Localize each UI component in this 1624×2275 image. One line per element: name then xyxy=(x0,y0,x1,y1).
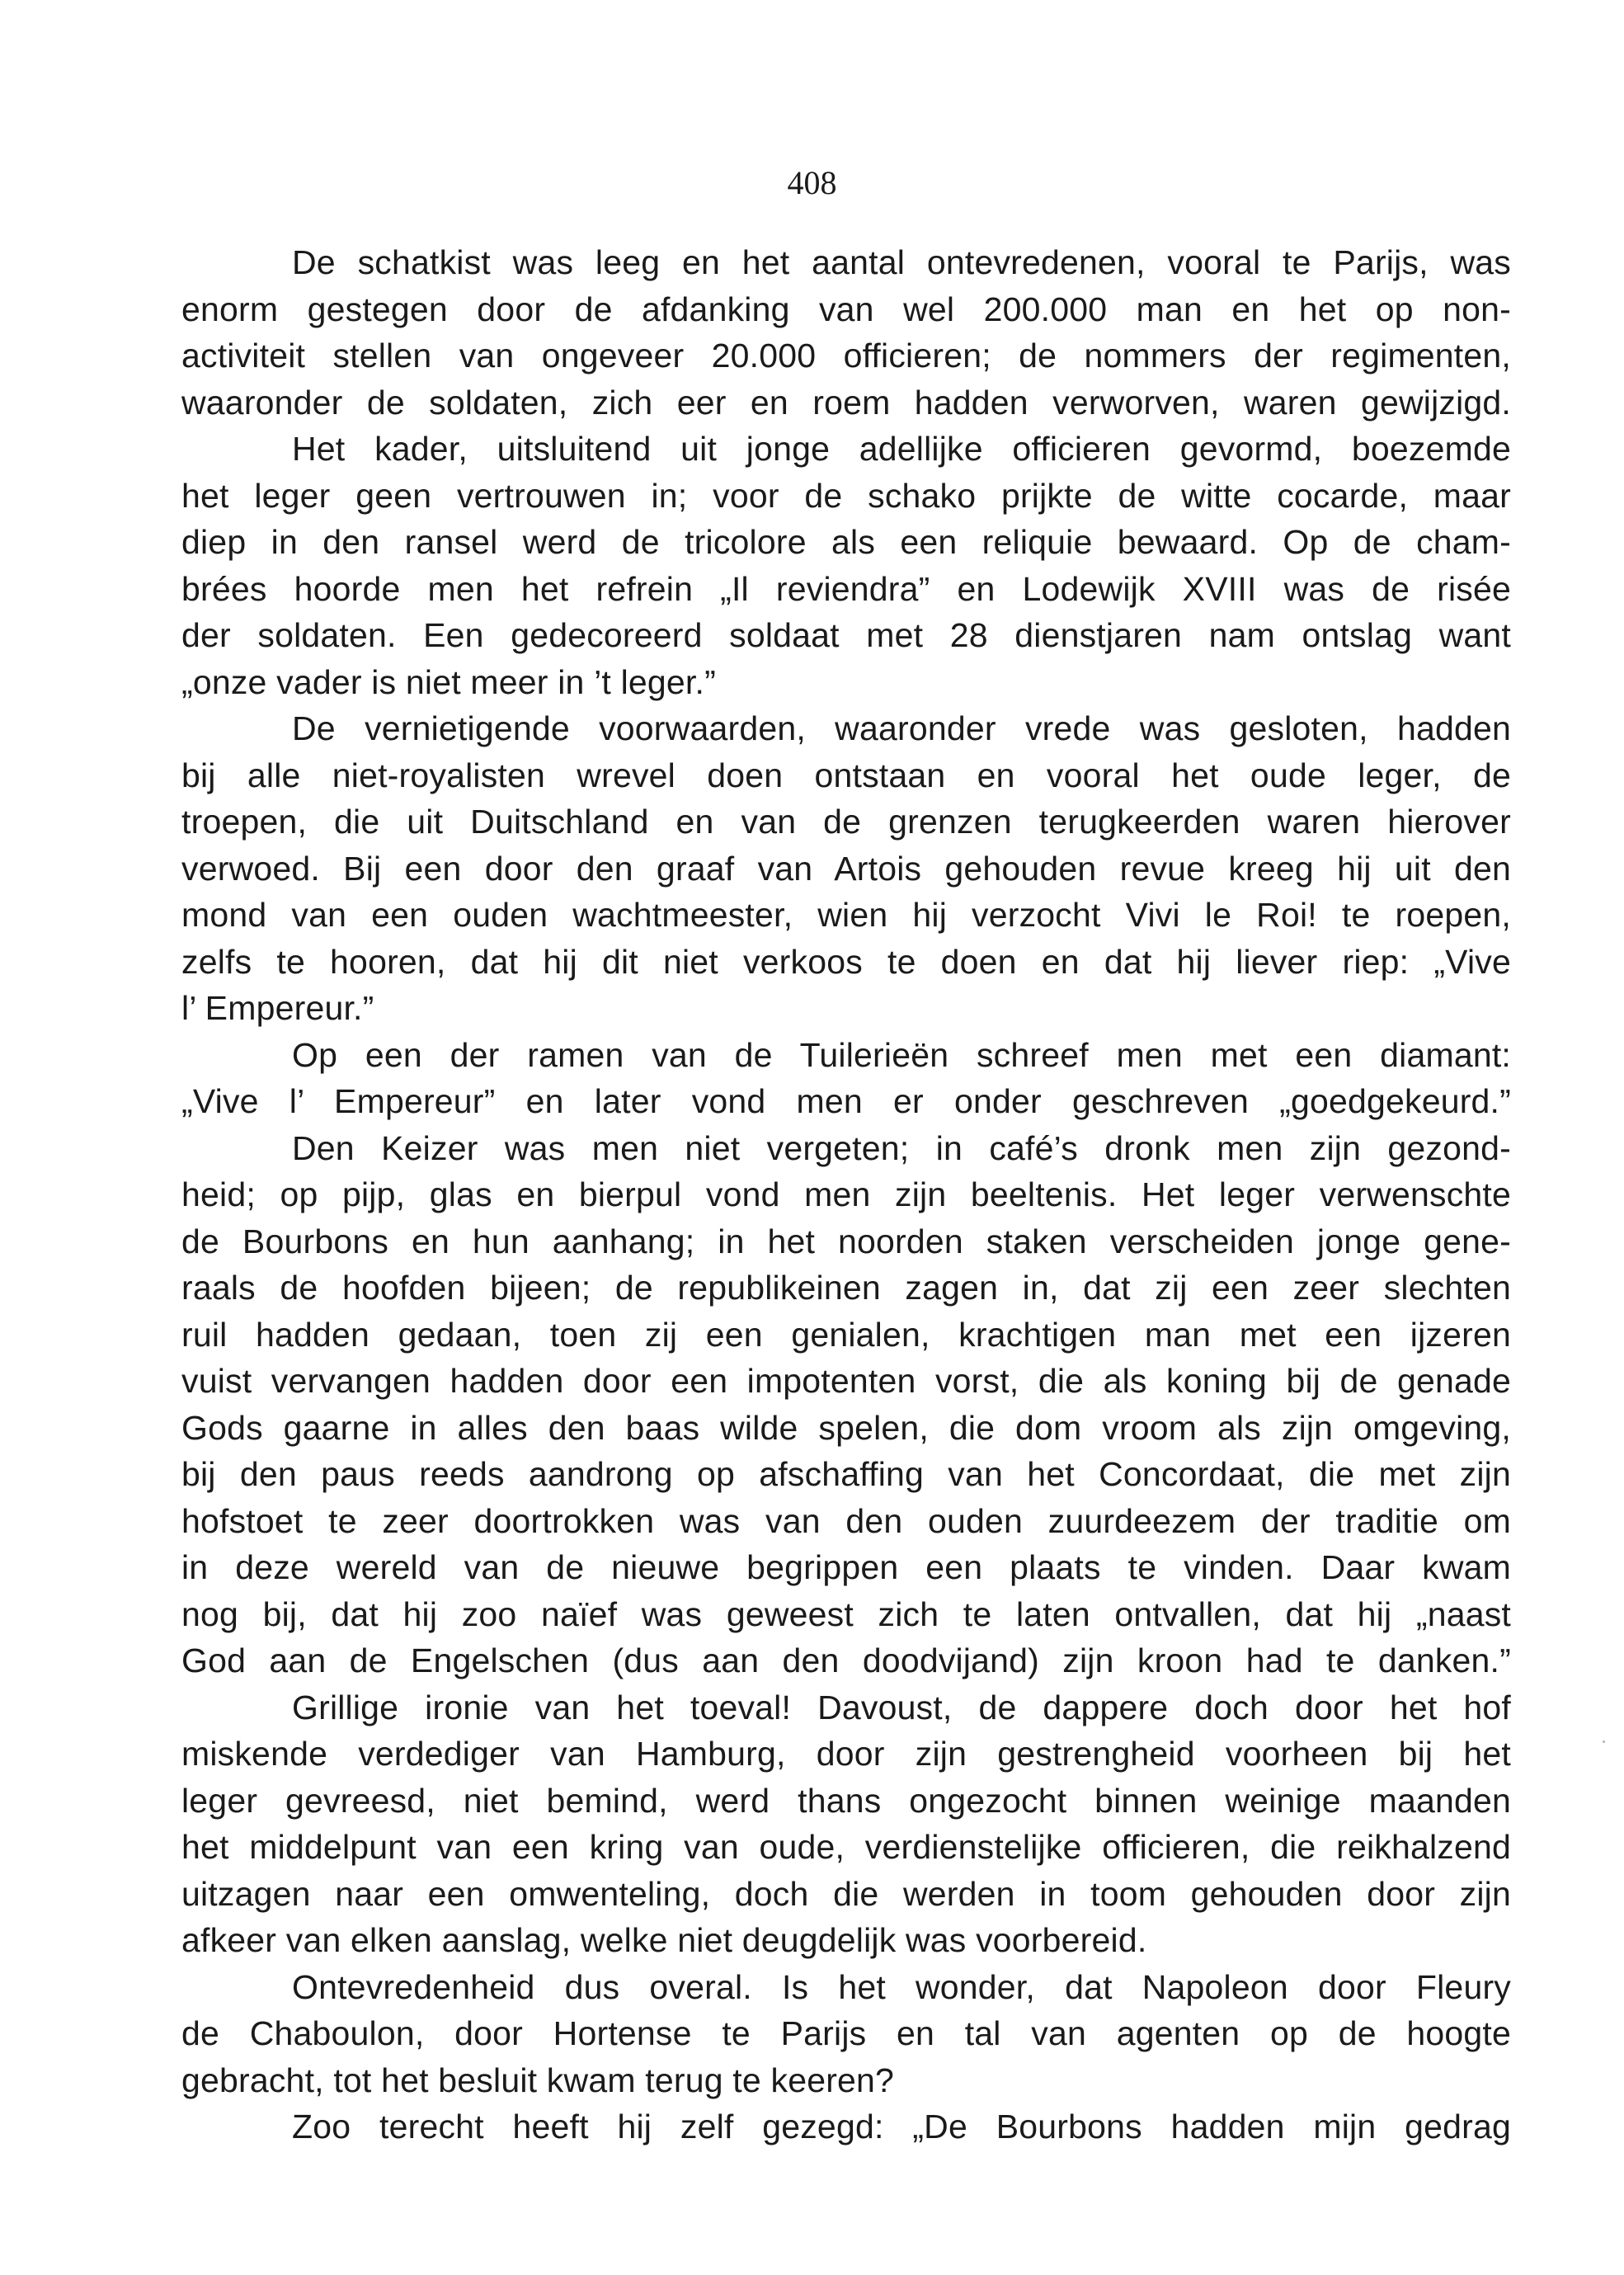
text-line-content: De schatkist was leeg en het aantal ontevredenen, vooral te Parijs, was xyxy=(292,243,1511,281)
text-line xyxy=(181,379,1511,426)
text-line xyxy=(181,1125,1511,1172)
text-line-content: uitzagen naar een omwenteling, doch die werden in toom gehouden door zijn xyxy=(181,1874,1511,1913)
page-number: 408 xyxy=(787,164,837,201)
text-line-content: diep in den ransel werd de tricolore als een reliquie bewaard. Op de cham- xyxy=(181,523,1511,561)
text-line xyxy=(181,426,1511,473)
text-line xyxy=(181,2010,1511,2057)
text-line xyxy=(181,1591,1511,1638)
text-line-content: vuist vervangen hadden door een impotenten vorst, die als koning bij de genade xyxy=(181,1362,1511,1400)
text-line-content: leger gevreesd, niet bemind, werd thans ongezocht binnen weinige maanden xyxy=(181,1781,1511,1820)
scan-speck xyxy=(1603,1740,1605,1743)
text-line-content: Het kader, uitsluitend uit jonge adellijke officieren gevormd, boezemde xyxy=(292,430,1511,468)
text-line xyxy=(181,752,1511,799)
text-line-content: gebracht, tot het besluit kwam terug te keeren? xyxy=(181,2061,895,2099)
text-line-content: Gods gaarne in alles den baas wilde spelen, die dom vroom als zijn omgeving, xyxy=(181,1408,1511,1447)
text-line-content: Den Keizer was men niet vergeten; in café’s dronk men zijn gezond- xyxy=(292,1128,1511,1167)
text-line-content: de Chaboulon, door Hortense te Parijs en tal van agenten op de hoogte xyxy=(181,2014,1511,2052)
text-line-content: „onze vader is niet meer in ’t leger.” xyxy=(181,662,716,701)
text-line xyxy=(181,1451,1511,1498)
text-line-content: het leger geen vertrouwen in; voor de schako prijkte de witte cocarde, maar xyxy=(181,476,1511,515)
text-line-content: de Bourbons en hun aanhang; in het noorden staken verscheiden jonge gene- xyxy=(181,1222,1511,1260)
text-line xyxy=(181,1358,1511,1405)
text-line xyxy=(181,1871,1511,1918)
body-text xyxy=(181,239,1511,2150)
text-line xyxy=(181,1824,1511,1871)
text-line-content: raals de hoofden bijeen; de republikeinen zagen in, dat zij een zeer slechten xyxy=(181,1269,1511,1307)
text-line xyxy=(181,659,1511,706)
text-line-content: troepen, die uit Duitschland en van de grenzen terugkeerden waren hierover xyxy=(181,803,1511,841)
text-line-content: De vernietigende voorwaarden, waaronder vrede was gesloten, hadden xyxy=(292,709,1511,747)
text-line xyxy=(181,1544,1511,1591)
text-line-content: hofstoet te zeer doortrokken was van den ouden zuurdeezem der traditie om xyxy=(181,1501,1511,1540)
text-line-content: heid; op pijp, glas en bierpul vond men zijn beeltenis. Het leger verwenschte xyxy=(181,1175,1511,1213)
text-line xyxy=(181,1731,1511,1778)
text-line xyxy=(181,985,1511,1032)
text-line-content: enorm gestegen door de afdanking van wel 200.000 man en het op non- xyxy=(181,290,1511,328)
text-line-content: Zoo terecht heeft hij zelf gezegd: „De Bourbons hadden mijn gedrag xyxy=(292,2108,1511,2145)
text-line xyxy=(181,473,1511,520)
text-line xyxy=(181,2103,1511,2150)
text-line xyxy=(181,1032,1511,1079)
text-line xyxy=(181,1218,1511,1265)
text-line-content: miskende verdediger van Hamburg, door zijn gestrengheid voorheen bij het xyxy=(181,1735,1511,1773)
text-line-content: bij den paus reeds aandrong op afschaffing van het Concordaat, die met zijn xyxy=(181,1455,1511,1493)
text-line xyxy=(181,1078,1511,1125)
text-line xyxy=(181,1498,1511,1545)
text-line-content: het middelpunt van een kring van oude, verdienstelijke officieren, die reikhalzend xyxy=(181,1828,1511,1866)
text-line-content: der soldaten. Een gedecoreerd soldaat met 28 dienstjaren nam ontslag want xyxy=(181,616,1511,654)
text-line-content: Grillige ironie van het toeval! Davoust, de dappere doch door het hof xyxy=(292,1688,1511,1726)
text-line-content: zelfs te hooren, dat hij dit niet verkoos te doen en dat hij liever riep: „Vive xyxy=(181,942,1511,981)
text-line xyxy=(181,1637,1511,1684)
text-line xyxy=(181,519,1511,566)
text-line xyxy=(181,1265,1511,1312)
text-line-content: mond van een ouden wachtmeester, wien hij verzocht Vivi le Roi! te roepen, xyxy=(181,896,1511,934)
text-line xyxy=(181,1312,1511,1359)
text-line xyxy=(181,1405,1511,1452)
text-line xyxy=(181,798,1511,845)
text-line-content: ruil hadden gedaan, toen zij een genialen, krachtigen man met een ijzeren xyxy=(181,1315,1511,1354)
text-line-content: „Vive l’ Empereur” en later vond men er onder geschreven „goedgekeurd.” xyxy=(181,1082,1511,1120)
text-line-content: verwoed. Bij een door den graaf van Artois gehouden revue kreeg hij uit den xyxy=(181,849,1511,888)
text-line-content: God aan de Engelschen (dus aan den doodvijand) zijn kroon had te danken.” xyxy=(181,1641,1511,1679)
text-line xyxy=(181,1778,1511,1825)
text-line-content: activiteit stellen van ongeveer 20.000 officieren; de nommers der regimenten, xyxy=(181,337,1511,374)
text-line-content: brées hoorde men het refrein „Il reviendra” en Lodewijk XVIII was de risée xyxy=(181,569,1511,608)
text-line-content: afkeer van elken aanslag, welke niet deugdelijk was voorbereid. xyxy=(181,1921,1147,1959)
text-line xyxy=(181,705,1511,752)
text-line-content: in deze wereld van de nieuwe begrippen een plaats te vinden. Daar kwam xyxy=(181,1548,1511,1586)
text-line xyxy=(181,2057,1511,2104)
text-line-content: l’ Empereur.” xyxy=(181,989,374,1027)
text-line xyxy=(181,892,1511,939)
text-line-content: nog bij, dat hij zoo naïef was geweest zich te laten ontvallen, dat hij „naast xyxy=(181,1594,1511,1633)
text-line-content: Op een der ramen van de Tuilerieën schreef men met een diamant: xyxy=(292,1035,1511,1074)
text-line xyxy=(181,845,1511,893)
text-line-content: bij alle niet-royalisten wrevel doen ontstaan en vooral het oude leger, de xyxy=(181,756,1511,794)
text-line-content: Ontevredenheid dus overal. Is het wonder, dat Napoleon door Fleury xyxy=(292,1967,1511,2006)
text-line xyxy=(181,566,1511,613)
text-line xyxy=(181,286,1511,333)
text-line xyxy=(181,332,1511,379)
text-line xyxy=(181,939,1511,986)
text-line xyxy=(181,1171,1511,1218)
text-line-content: waaronder de soldaten, zich eer en roem hadden verworven, waren gewijzigd. xyxy=(181,383,1511,422)
text-line xyxy=(181,1964,1511,2011)
text-line xyxy=(181,1684,1511,1731)
text-line xyxy=(181,1917,1511,1964)
text-line xyxy=(181,612,1511,659)
text-line xyxy=(181,239,1511,286)
